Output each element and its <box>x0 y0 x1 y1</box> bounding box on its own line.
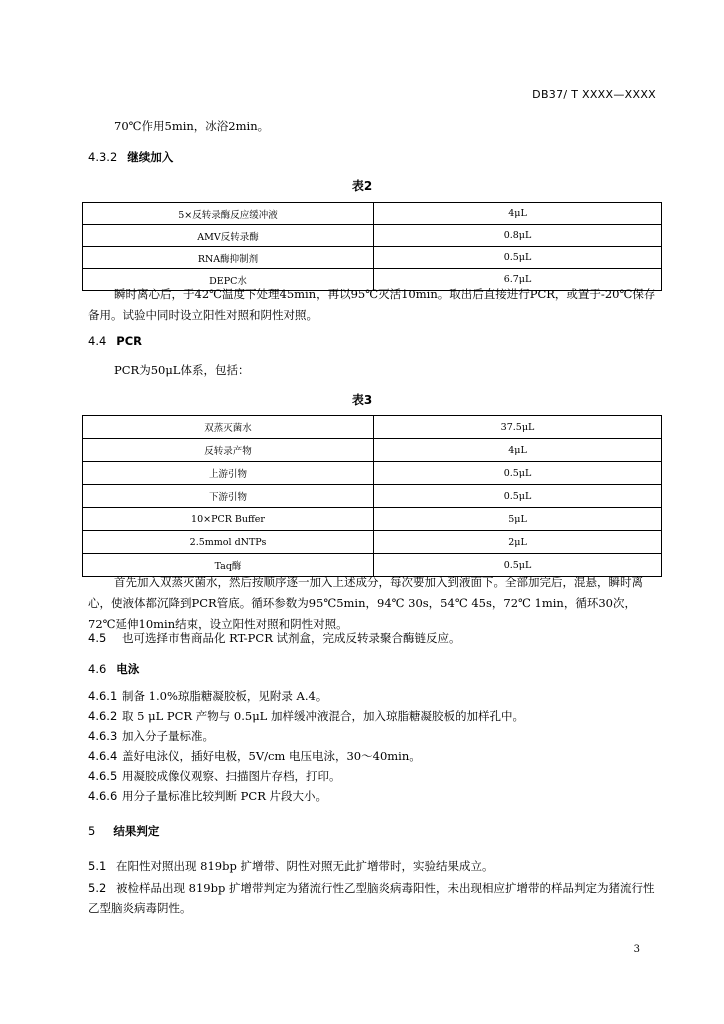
clause-text: 用凝胶成像仪观察、扫描图片存档，打印。 <box>122 769 341 783</box>
table-cell: 0.5μL <box>374 554 662 577</box>
clause-number: 4.6.3 <box>88 729 118 743</box>
list-item <box>88 748 664 764</box>
table-row <box>83 225 662 247</box>
table-2-caption: 表2 <box>351 179 373 193</box>
standard-code-header: DB37/ T XXXX—XXXX <box>532 88 656 101</box>
list-item <box>88 708 664 724</box>
table-cell: 反转录产物 <box>83 439 374 462</box>
table-3 <box>82 415 662 577</box>
table-3-caption: 表3 <box>351 393 373 407</box>
section-4-4-heading <box>88 334 142 348</box>
clause-text: 被检样品出现 819bp 扩增带判定为猪流行性乙型脑炎病毒阳性，未出现相应扩增带的样品判定为猪流行性乙型脑炎病毒阴性。 <box>88 881 655 915</box>
clause-5-2 <box>88 878 664 918</box>
section-title: 结果判定 <box>113 824 160 838</box>
table-row <box>83 203 662 225</box>
section-title: PCR <box>116 334 143 348</box>
table-cell: 0.5μL <box>374 247 662 269</box>
section-number: 4.3.2 <box>88 150 118 164</box>
list-item <box>88 688 664 704</box>
paragraph-incubation: 70℃作用5min，冰浴2min。 <box>114 119 270 133</box>
section-5-heading <box>88 823 159 839</box>
clause-text: 制备 1.0%琼脂糖凝胶板，见附录 A.4。 <box>122 689 328 703</box>
clause-number: 4.6.4 <box>88 749 118 763</box>
clause-5-1 <box>88 858 664 874</box>
clause-number: 4.6.2 <box>88 709 118 723</box>
section-number: 5 <box>88 824 96 838</box>
clause-number: 5.2 <box>88 881 107 895</box>
paragraph-pcr-system: PCR为50μL体系，包括： <box>114 363 250 377</box>
table-row <box>83 531 662 554</box>
section-title: 电泳 <box>116 662 140 676</box>
clause-text: 用分子量标准比较判断 PCR 片段大小。 <box>122 789 328 803</box>
clause-text: 也可选择市售商品化 RT-PCR 试剂盒，完成反转录聚合酶链反应。 <box>122 631 461 645</box>
table-cell: 0.5μL <box>374 485 662 508</box>
clause-number: 5.1 <box>88 859 107 873</box>
table-row <box>83 462 662 485</box>
section-4-6-heading <box>88 661 139 677</box>
clause-number: 4.6.1 <box>88 689 118 703</box>
table-row <box>83 508 662 531</box>
section-4-3-2-heading <box>88 149 173 165</box>
clause-text: 加入分子量标准。 <box>122 729 214 743</box>
clause-text: 在阳性对照出现 819bp 扩增带、阴性对照无此扩增带时，实验结果成立。 <box>116 859 494 873</box>
table-row <box>83 485 662 508</box>
table-cell: 双蒸灭菌水 <box>83 416 374 439</box>
table-cell: Taq酶 <box>83 554 374 577</box>
clause-4-5 <box>88 630 664 646</box>
list-item <box>88 788 664 804</box>
clause-number: 4.6.6 <box>88 789 118 803</box>
table-cell: 2μL <box>374 531 662 554</box>
clause-text: 盖好电泳仪，插好电极，5V/cm 电压电泳，30～40min。 <box>122 749 421 763</box>
table-cell: 4μL <box>374 203 662 225</box>
section-number: 4.6 <box>88 662 107 676</box>
table-cell: 下游引物 <box>83 485 374 508</box>
table-cell: 0.8μL <box>374 225 662 247</box>
table-cell: 上游引物 <box>83 462 374 485</box>
table-cell: AMV反转录酶 <box>83 225 374 247</box>
section-number: 4.4 <box>88 334 107 348</box>
table-row <box>83 439 662 462</box>
table-cell: 10×PCR Buffer <box>83 508 374 531</box>
table-cell: 5μL <box>374 508 662 531</box>
clause-text: 取 5 μL PCR 产物与 0.5μL 加样缓冲液混合，加入琼脂糖凝胶板的加样孔中。 <box>122 709 524 723</box>
table-cell: RNA酶抑制剂 <box>83 247 374 269</box>
table-row <box>83 416 662 439</box>
table-cell: 4μL <box>374 439 662 462</box>
table-cell: DEPC水 <box>83 269 374 291</box>
page-number: 3 <box>633 944 640 955</box>
table-cell: 37.5μL <box>374 416 662 439</box>
clause-number: 4.5 <box>88 631 107 645</box>
table-cell: 2.5mmol dNTPs <box>83 531 374 554</box>
table-cell: 6.7μL <box>374 269 662 291</box>
list-item <box>88 728 664 744</box>
table-cell: 5×反转录酶反应缓冲液 <box>83 203 374 225</box>
table-row <box>83 247 662 269</box>
table-cell: 0.5μL <box>374 462 662 485</box>
paragraph-pcr-procedure: 首先加入双蒸灭菌水，然后按顺序逐一加入上述成分，每次要加入到液面下。全部加完后，混悬，瞬时离心，使液体都沉降到PCR管底。循环参数为95℃5min，94℃ 30s，54℃ 45s，72℃ 1min，循环30次，72℃延伸10min结束，设立阳性对照和阴性对照。 <box>88 575 643 631</box>
table-2 <box>82 202 662 291</box>
list-item <box>88 768 664 784</box>
section-title: 继续加入 <box>127 150 174 164</box>
paragraph-reverse-transcription: 瞬时离心后，于42℃温度下处理45min，再以95℃灭活10min。取出后直接进行PCR，或置于-20℃保存备用。试验中同时设立阳性对照和阴性对照。 <box>88 287 656 322</box>
clause-number: 4.6.5 <box>88 769 118 783</box>
